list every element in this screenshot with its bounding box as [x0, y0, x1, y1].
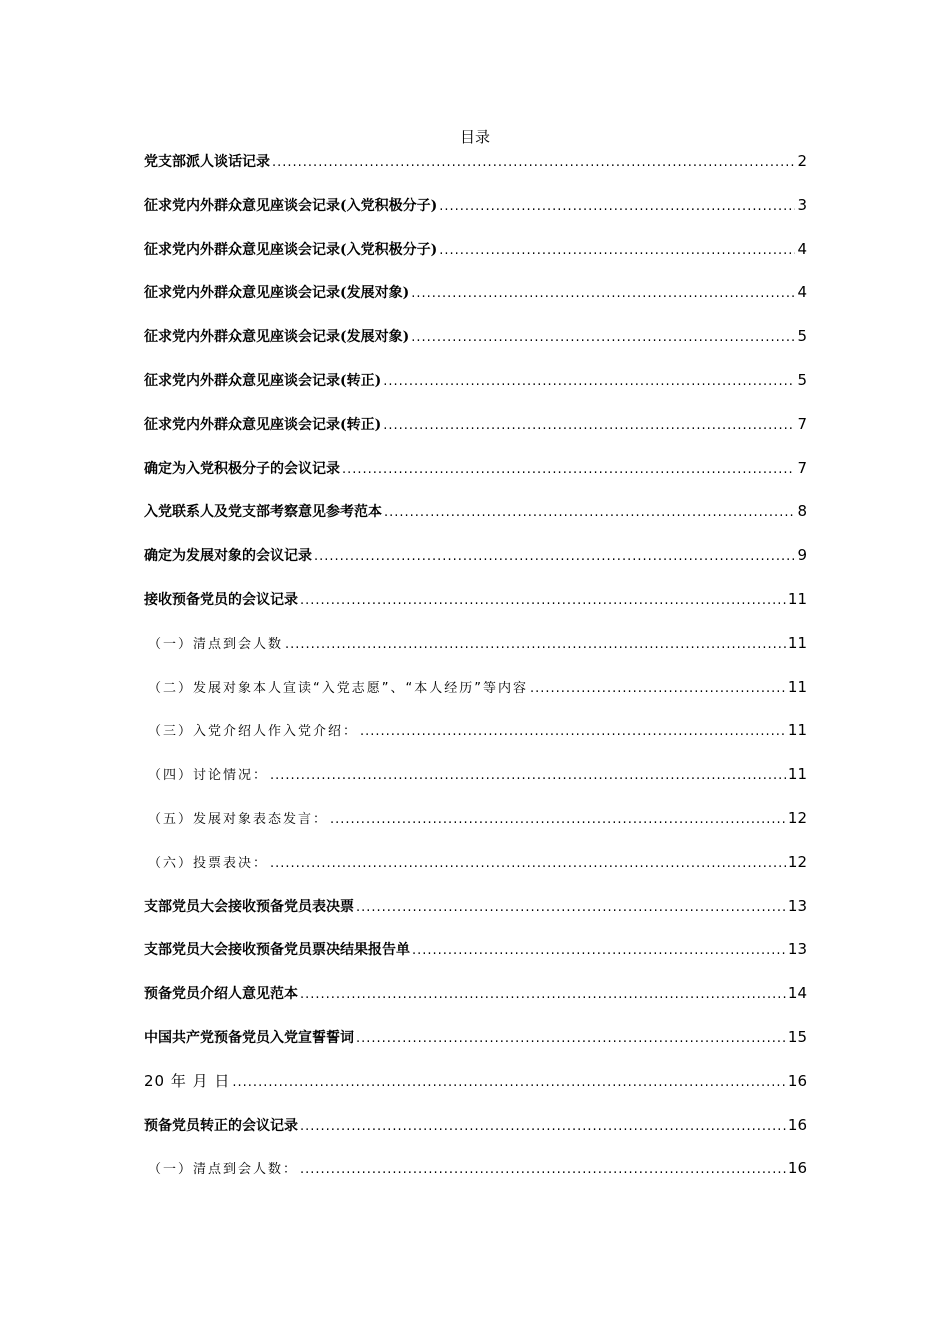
toc-leader-dots — [356, 897, 786, 919]
toc-page-number: 12 — [787, 808, 807, 827]
toc-entry[interactable] — [144, 982, 807, 1026]
toc-page-number: 16 — [787, 1159, 807, 1178]
toc-entry-text: 接收预备党员的会议记录 — [144, 591, 298, 608]
toc-entry-text: 中国共产党预备党员入党宣誓誓词 — [144, 1029, 354, 1046]
toc-entry-text: （一）清点到会人数： — [148, 1162, 299, 1178]
toc-page-number: 7 — [797, 458, 807, 477]
toc-entry[interactable] — [144, 588, 807, 632]
toc-page-number: 7 — [797, 414, 807, 433]
toc-leader-dots — [356, 1028, 786, 1050]
toc-leader-dots — [342, 459, 795, 481]
toc-entry[interactable] — [144, 194, 807, 238]
toc-entry[interactable] — [144, 938, 807, 982]
toc-title: 目录 — [459, 128, 490, 146]
toc-leader-dots — [272, 152, 795, 174]
toc-subentry[interactable] — [144, 632, 807, 676]
toc-entry-text: 预备党员介绍人意见范本 — [144, 986, 298, 1003]
toc-page-number: 8 — [797, 502, 807, 521]
toc-entry-text: 征求党内外群众意见座谈会记录(入党积极分子) — [144, 197, 438, 214]
toc-entry-text: 征求党内外群众意见座谈会记录(转正) — [144, 416, 382, 433]
toc-page-number: 3 — [797, 195, 807, 214]
toc-entry-text: 征求党内外群众意见座谈会记录(入党积极分子) — [144, 241, 438, 258]
toc-page-number: 5 — [797, 370, 807, 389]
toc-leader-dots — [530, 678, 786, 700]
toc-subentry[interactable] — [144, 719, 807, 763]
toc-page-number: 13 — [787, 896, 807, 915]
toc-leader-dots — [411, 327, 795, 349]
toc-leader-dots — [314, 546, 795, 568]
toc-entry[interactable] — [144, 1070, 807, 1114]
toc-page-number: 2 — [797, 152, 807, 170]
toc-entry[interactable] — [144, 1026, 807, 1070]
toc-page-number: 11 — [787, 765, 807, 784]
toc-entry-text: （二）发展对象本人宣读“入党志愿”、“本人经历”等内容 — [148, 680, 528, 696]
toc-entry-text: 预备党员转正的会议记录 — [144, 1117, 298, 1134]
toc-entry-text: （四）讨论情况： — [148, 768, 269, 784]
toc-entry-text: （五）发展对象表态发言： — [148, 811, 329, 827]
toc-page-number: 4 — [797, 239, 807, 258]
toc-entry[interactable] — [144, 281, 807, 325]
toc-leader-dots — [412, 940, 786, 962]
toc-page-number: 9 — [797, 546, 807, 565]
toc-entry-text: 确定为入党积极分子的会议记录 — [144, 460, 340, 477]
toc-leader-dots — [384, 502, 795, 524]
toc-subentry[interactable] — [144, 1157, 807, 1201]
toc-page-number: 16 — [787, 1071, 807, 1090]
toc-entry-text: 入党联系人及党支部考察意见参考范本 — [144, 504, 382, 521]
toc-leader-dots — [300, 984, 786, 1006]
toc-entry[interactable] — [144, 895, 807, 939]
toc-page-number: 4 — [797, 283, 807, 302]
toc-entry-text: （六）投票表决： — [148, 855, 269, 871]
toc-leader-dots — [300, 590, 786, 612]
toc-page-number: 15 — [787, 1027, 807, 1046]
toc-leader-dots — [270, 853, 786, 875]
toc-entry-text: （三）入党介绍人作入党介绍： — [148, 724, 359, 740]
toc-subentry[interactable] — [144, 763, 807, 807]
toc-leader-dots — [232, 1072, 786, 1094]
toc-subentry[interactable] — [144, 807, 807, 851]
toc-entry-text: 确定为发展对象的会议记录 — [144, 548, 312, 565]
toc-leader-dots — [439, 240, 795, 262]
toc-page-number: 11 — [787, 633, 807, 652]
toc-subentry[interactable] — [144, 851, 807, 895]
toc-page-number: 11 — [787, 721, 807, 740]
toc-leader-dots — [383, 415, 795, 437]
toc-leader-dots — [360, 721, 786, 743]
toc-entry-text: 征求党内外群众意见座谈会记录(发展对象) — [144, 285, 410, 302]
toc-page-number: 16 — [787, 1115, 807, 1134]
toc-entry[interactable] — [144, 238, 807, 282]
toc-leader-dots — [300, 1116, 786, 1138]
toc-entry-text: 征求党内外群众意见座谈会记录(发展对象) — [144, 329, 410, 346]
toc-leader-dots — [300, 1159, 786, 1181]
table-of-contents — [144, 150, 807, 1201]
toc-leader-dots — [330, 809, 786, 831]
toc-entry[interactable] — [144, 150, 807, 194]
toc-subentry[interactable] — [144, 676, 807, 720]
toc-leader-dots — [383, 371, 795, 393]
toc-entry[interactable] — [144, 413, 807, 457]
toc-leader-dots — [411, 283, 795, 305]
toc-entry-text: （一）清点到会人数 — [148, 636, 284, 652]
toc-entry-text: 征求党内外群众意见座谈会记录(转正) — [144, 372, 382, 389]
toc-entry[interactable] — [144, 325, 807, 369]
toc-page-number: 5 — [797, 327, 807, 346]
toc-page-number: 12 — [787, 852, 807, 871]
toc-entry[interactable] — [144, 500, 807, 544]
toc-entry[interactable] — [144, 544, 807, 588]
toc-page-number: 11 — [787, 589, 807, 608]
toc-page-number: 11 — [787, 677, 807, 696]
toc-leader-dots — [285, 634, 786, 656]
toc-entry-text: 支部党员大会接收预备党员票决结果报告单 — [144, 942, 410, 959]
toc-entry[interactable] — [144, 457, 807, 501]
toc-entry-text: 20 年 月 日 — [144, 1071, 231, 1090]
toc-page-number: 14 — [787, 984, 807, 1003]
toc-entry-text: 党支部派人谈话记录 — [144, 154, 270, 170]
toc-entry-text: 支部党员大会接收预备党员表决票 — [144, 898, 354, 915]
toc-leader-dots — [439, 196, 795, 218]
toc-entry[interactable] — [144, 1114, 807, 1158]
toc-leader-dots — [270, 765, 786, 787]
toc-page-number: 13 — [787, 940, 807, 959]
toc-entry[interactable] — [144, 369, 807, 413]
